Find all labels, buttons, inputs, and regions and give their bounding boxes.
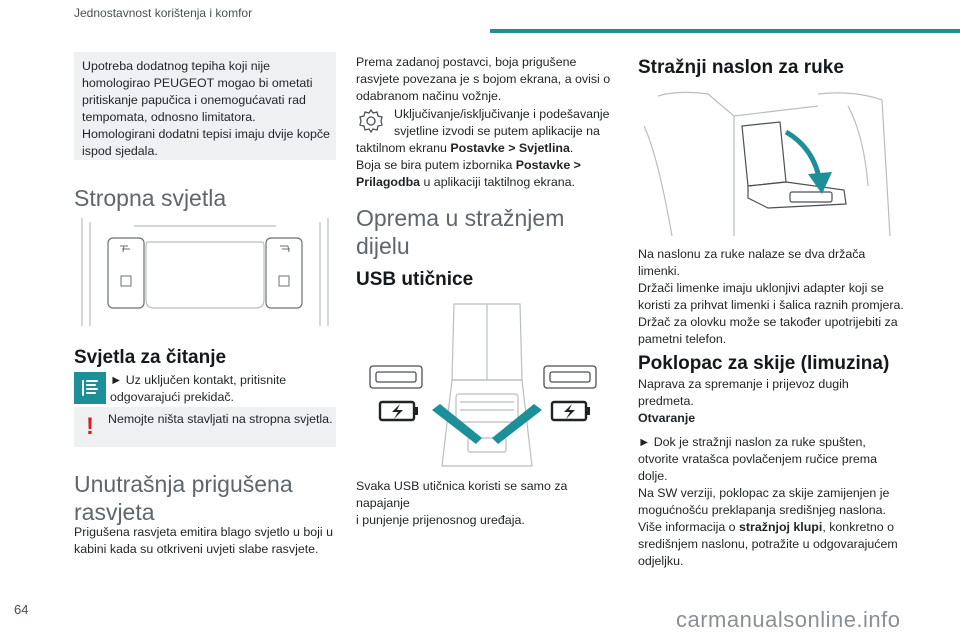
reading-light-line: ► Uz uključen kontakt, pritisnite bbox=[110, 373, 287, 387]
reading-light-text bbox=[110, 372, 338, 406]
open-line: ► Dok je stražnji naslon za ruke spušten, bbox=[638, 435, 866, 449]
ambient-line: Prigušena rasvjeta emitira blago svjetlo u boji u bbox=[74, 525, 333, 539]
tip-note-box bbox=[74, 52, 336, 160]
heading-otvaranje: Otvaranje bbox=[638, 411, 696, 425]
heading-oprema-line: dijelu bbox=[356, 233, 410, 259]
battery-charge-icon bbox=[380, 402, 590, 420]
heading-stropna-svjetla: Stropna svjetla bbox=[74, 185, 227, 211]
heading-oprema bbox=[356, 204, 564, 260]
more-line: odjeljku. bbox=[638, 554, 684, 568]
more-info-line1 bbox=[638, 519, 906, 536]
color-line2-bold: Prilagodba bbox=[356, 175, 421, 189]
armrest-line: limenki. bbox=[638, 264, 680, 278]
page-number: 64 bbox=[14, 602, 29, 617]
heading-poklopac-za-skije: Poklopac za skije (limuzina) bbox=[638, 353, 890, 374]
open-line: otvorite vratašca povlačenjem ručice prema bbox=[638, 452, 877, 466]
settings-line: Uključivanje/isključivanje i podešavanje bbox=[394, 107, 610, 121]
more-line: središnjem naslonu, potražite u odgovarajućem bbox=[638, 537, 898, 551]
header-accent-bar bbox=[490, 29, 960, 33]
armrest-line: Držač za olovku može se također upotrijebiti za bbox=[638, 315, 898, 329]
armrest-line: koristi za prihvat limenki i šalica raznih promjera. bbox=[638, 298, 904, 312]
usb-line: Svaka USB utičnica koristi se samo za napajanje bbox=[356, 479, 568, 510]
warning-icon: ! bbox=[86, 413, 94, 440]
reading-light-icon bbox=[74, 372, 106, 404]
armrest-line: Držači limenke imaju uklonjivi adapter koji se bbox=[638, 281, 884, 295]
armrest-description bbox=[638, 246, 906, 348]
armrest-line: Na naslonu za ruke nalaze se dva držača bbox=[638, 247, 866, 261]
more-bold: stražnjoj klupi bbox=[739, 520, 823, 534]
heading-svjetla-za-citanje: Svjetla za čitanje bbox=[74, 347, 227, 368]
ambient-line: kabini kada su otkriveni uvjeti slabe rasvjete. bbox=[74, 542, 319, 556]
heading-usb-uticnice: USB utičnice bbox=[356, 269, 474, 290]
running-header: Jednostavnost korištenja i komfor bbox=[74, 6, 253, 20]
heading-unutarnja-line: rasvjeta bbox=[74, 499, 155, 525]
tip-note-line: Homologirani dodatni tepisi imaju dvije kopče bbox=[82, 127, 330, 141]
settings-path-pre: taktilnom ekranu bbox=[356, 141, 451, 155]
tip-note-line: ispod sjedala. bbox=[82, 144, 158, 158]
tip-note-line: homologirao PEUGEOT mogao bi ometati bbox=[82, 76, 313, 90]
tip-note-line: tempomata, odnosno limitatora. bbox=[82, 110, 256, 124]
color-select-text bbox=[356, 157, 624, 191]
open-line: Na SW verziji, poklopac za skije zamijenjen je bbox=[638, 486, 890, 500]
settings-path-post: . bbox=[569, 141, 574, 155]
ambient-intro-line: Prema zadanoj postavci, boja prigušene bbox=[356, 55, 577, 69]
color-line2-post: u aplikaciji taktilnog ekrana. bbox=[420, 175, 575, 189]
ambient-intro-line: odabranom načinu vožnje. bbox=[356, 89, 502, 103]
color-line1-bold: Postavke > bbox=[515, 158, 581, 172]
heading-unutarnja-line: Unutrašnja prigušena bbox=[74, 471, 293, 497]
ambient-intro-text bbox=[356, 54, 618, 105]
ski-description bbox=[638, 376, 906, 410]
usb-line: i punjenje prijenosnog uređaja. bbox=[356, 513, 525, 527]
warning-text: Nemojte ništa stavljati na stropna svjetla. bbox=[108, 412, 333, 426]
open-line: dolje. bbox=[638, 469, 668, 483]
color-select-line1 bbox=[356, 157, 624, 174]
site-watermark: carmanualsonline.info bbox=[676, 607, 901, 632]
color-select-line2 bbox=[356, 174, 624, 191]
heading-strazni-naslon: Stražnji naslon za ruke bbox=[638, 57, 844, 78]
usb-sockets-illustration bbox=[356, 298, 618, 474]
more-post: , konkretno o bbox=[822, 520, 894, 534]
armrest-line: pametni telefon. bbox=[638, 332, 727, 346]
ambient-light-text bbox=[74, 524, 336, 558]
tip-note-text bbox=[82, 58, 334, 160]
warning-box bbox=[74, 407, 336, 447]
ski-line: Naprava za spremanje i prijevoz dugih bbox=[638, 377, 849, 391]
more-pre: Više informacija o bbox=[638, 520, 740, 534]
settings-gear-icon bbox=[356, 106, 386, 136]
color-line1-pre: Boja se bira putem izbornika bbox=[356, 158, 516, 172]
open-line: mogućnošću preklapanja središnjeg naslona. bbox=[638, 503, 886, 517]
tip-note-line: Upotreba dodatnog tepiha koji nije bbox=[82, 59, 271, 73]
opening-description bbox=[638, 434, 906, 570]
reading-light-line: odgovarajući prekidač. bbox=[110, 390, 234, 404]
ambient-intro-line: rasvjete povezana je s bojom ekrana, a ovisi o bbox=[356, 72, 611, 86]
heading-unutarnja-rasvjeta bbox=[74, 470, 293, 526]
rear-armrest-illustration bbox=[638, 86, 900, 242]
ceiling-lights-illustration bbox=[74, 216, 336, 334]
settings-line: svjetline izvodi se putem aplikacije na bbox=[394, 124, 600, 138]
settings-path-bold: Postavke > Svjetlina bbox=[450, 141, 570, 155]
ski-line: predmeta. bbox=[638, 394, 694, 408]
heading-oprema-line: Oprema u stražnjem bbox=[356, 205, 565, 231]
settings-text bbox=[394, 106, 624, 140]
tip-note-line: pritiskanje papučica i onemogućavati rad bbox=[82, 93, 306, 107]
settings-path-line bbox=[356, 140, 624, 157]
usb-description bbox=[356, 478, 624, 529]
